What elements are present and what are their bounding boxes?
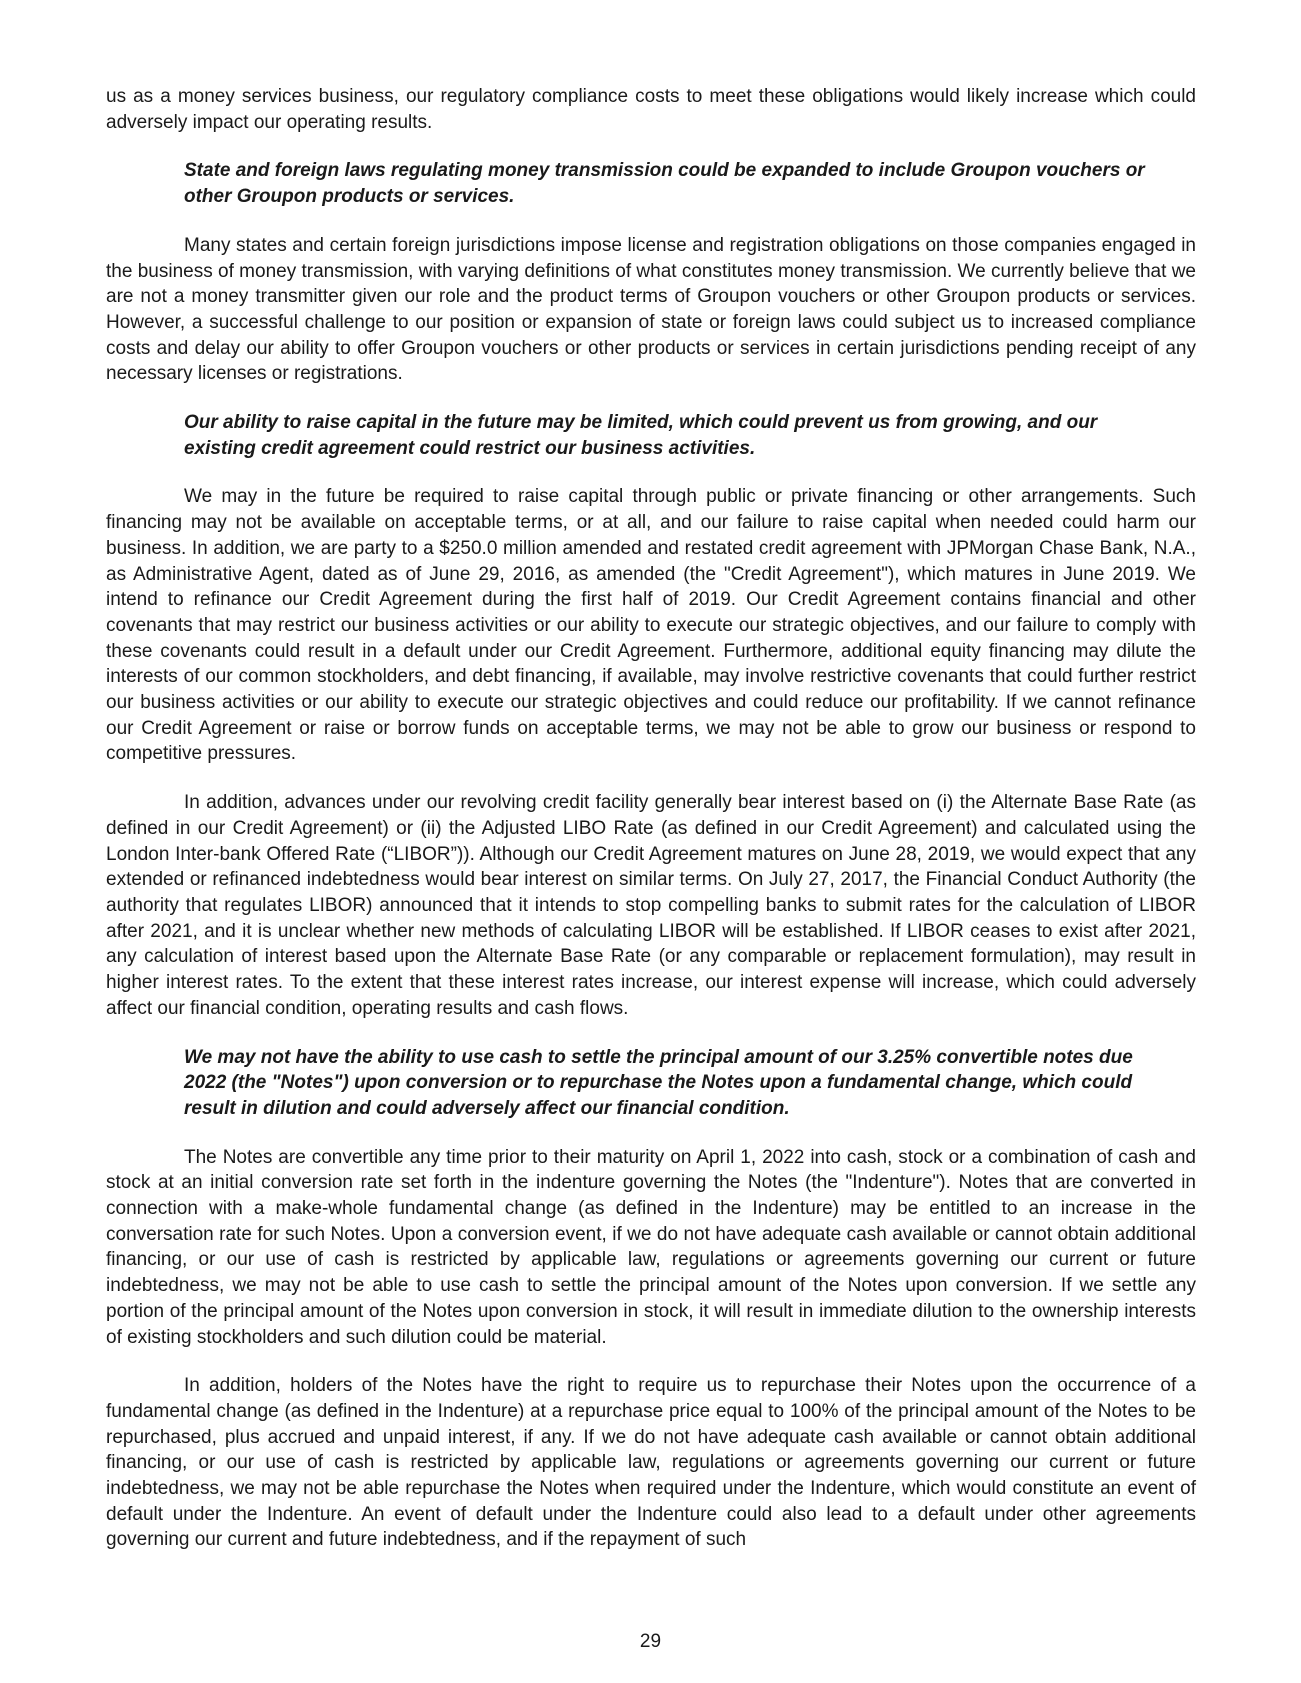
page-number: 29 (639, 1631, 662, 1652)
heading-convertible-notes: We may not have the ability to use cash to settle the principal amount of our 3.25% convertible notes due 2022 (the "Notes") upon conversion or to repurchase the Notes upon a fundamental change, which could result in dilution and could adversely affect our financial condition. (184, 1046, 1133, 1119)
document-page (106, 84, 1196, 1576)
paragraph-notes-conversion: The Notes are convertible any time prior to their maturity on April 1, 2022 into cash, stock or a combination of cash and stock at an initial conversion rate set forth in the indenture governing the Notes (the "Indenture"). Notes that are converted in connection with a make-whole fundamental change (as defined in the Indenture) may be entitled to an increase in the conversation rate for such Notes. Upon a conversion event, if we do not have adequate cash available or cannot obtain additional financing, or our use of cash is restricted by applicable law, regulations or agreements governing our current or future indebtedness, we may not be able to use cash to settle the principal amount of the Notes upon conversion. If we settle any portion of the principal amount of the Notes upon conversion in stock, it will result in immediate dilution to the ownership interests of existing stockholders and such dilution could be material. (106, 1146, 1196, 1348)
paragraph-notes-repurchase: In addition, holders of the Notes have the right to require us to repurchase their Notes upon the occurrence of a fundamental change (as defined in the Indenture) at a repurchase price equal to 100% of the principal amount of the Notes to be repurchased, plus accrued and unpaid interest, if any. If we do not have adequate cash available or cannot obtain additional financing, or our use of cash is restricted by applicable law, regulations or agreements governing our current or future indebtedness, we may not be able repurchase the Notes when required under the Indenture, which would constitute an event of default under the Indenture. An event of default under the Indenture could also lead to a default under other agreements governing our current and future indebtedness, and if the repayment of such (106, 1375, 1196, 1551)
paragraph-credit-agreement: We may in the future be required to raise capital through public or private financing or other arrangements. Such financing may not be available on acceptable terms, or at all, and our failure to raise capital when needed could harm our business. In addition, we are party to a $250.0 million amended and restated credit agreement with JPMorgan Chase Bank, N.A., as Administrative Agent, dated as of June 29, 2016, as amended (the "Credit Agreement"), which matures in June 2019. We intend to refinance our Credit Agreement during the first half of 2019. Our Credit Agreement contains financial and other covenants that may restrict our business activities or our ability to execute our strategic objectives, and our failure to comply with these covenants could result in a default under our Credit Agreement. Furthermore, additional equity financing may dilute the interests of our common stockholders, and debt financing, if available, may involve restrictive covenants that could further restrict our business activities or our ability to execute our strategic objectives and could reduce our profitability. If we cannot refinance our Credit Agreement or raise or borrow funds on acceptable terms, we may not be able to grow our business or respond to competitive pressures. (106, 486, 1196, 765)
heading-money-transmission-laws: State and foreign laws regulating money transmission could be expanded to include Groupon vouchers or other Groupon products or services. (184, 160, 1145, 208)
paragraph-money-services-continuation: us as a money services business, our regulatory compliance costs to meet these obligations would likely increase which could adversely impact our operating results. (106, 86, 1196, 133)
heading-raise-capital: Our ability to raise capital in the future may be limited, which could prevent us from growing, and our existing credit agreement could restrict our business activities. (184, 412, 1098, 459)
paragraph-money-transmission: Many states and certain foreign jurisdictions impose license and registration obligations on those companies engaged in the business of money transmission, with varying definitions of what constitutes money transmission. We currently believe that we are not a money transmitter given our role and the product terms of Groupon vouchers or other Groupon products or services. However, a successful challenge to our position or expansion of state or foreign laws could subject us to increased compliance costs and delay our ability to offer Groupon vouchers or other products or services in certain jurisdictions pending receipt of any necessary licenses or registrations. (106, 234, 1196, 385)
paragraph-libor: In addition, advances under our revolving credit facility generally bear interest based on (i) the Alternate Base Rate (as defined in our Credit Agreement) or (ii) the Adjusted LIBO Rate (as defined in our Credit Agreement) and calculated using the London Inter-bank Offered Rate (“LIBOR”)). Although our Credit Agreement matures on June 28, 2019, we would expect that any extended or refinanced indebtedness would bear interest on similar terms. On July 27, 2017, the Financial Conduct Authority (the authority that regulates LIBOR) announced that it intends to stop compelling banks to submit rates for the calculation of LIBOR after 2021, and it is unclear whether new methods of calculating LIBOR will be established. If LIBOR ceases to exist after 2021, any calculation of interest based upon the Alternate Base Rate (or any comparable or replacement formulation), may result in higher interest rates. To the extent that these interest rates increase, our interest expense will increase, which could adversely affect our financial condition, operating results and cash flows. (106, 792, 1196, 1019)
